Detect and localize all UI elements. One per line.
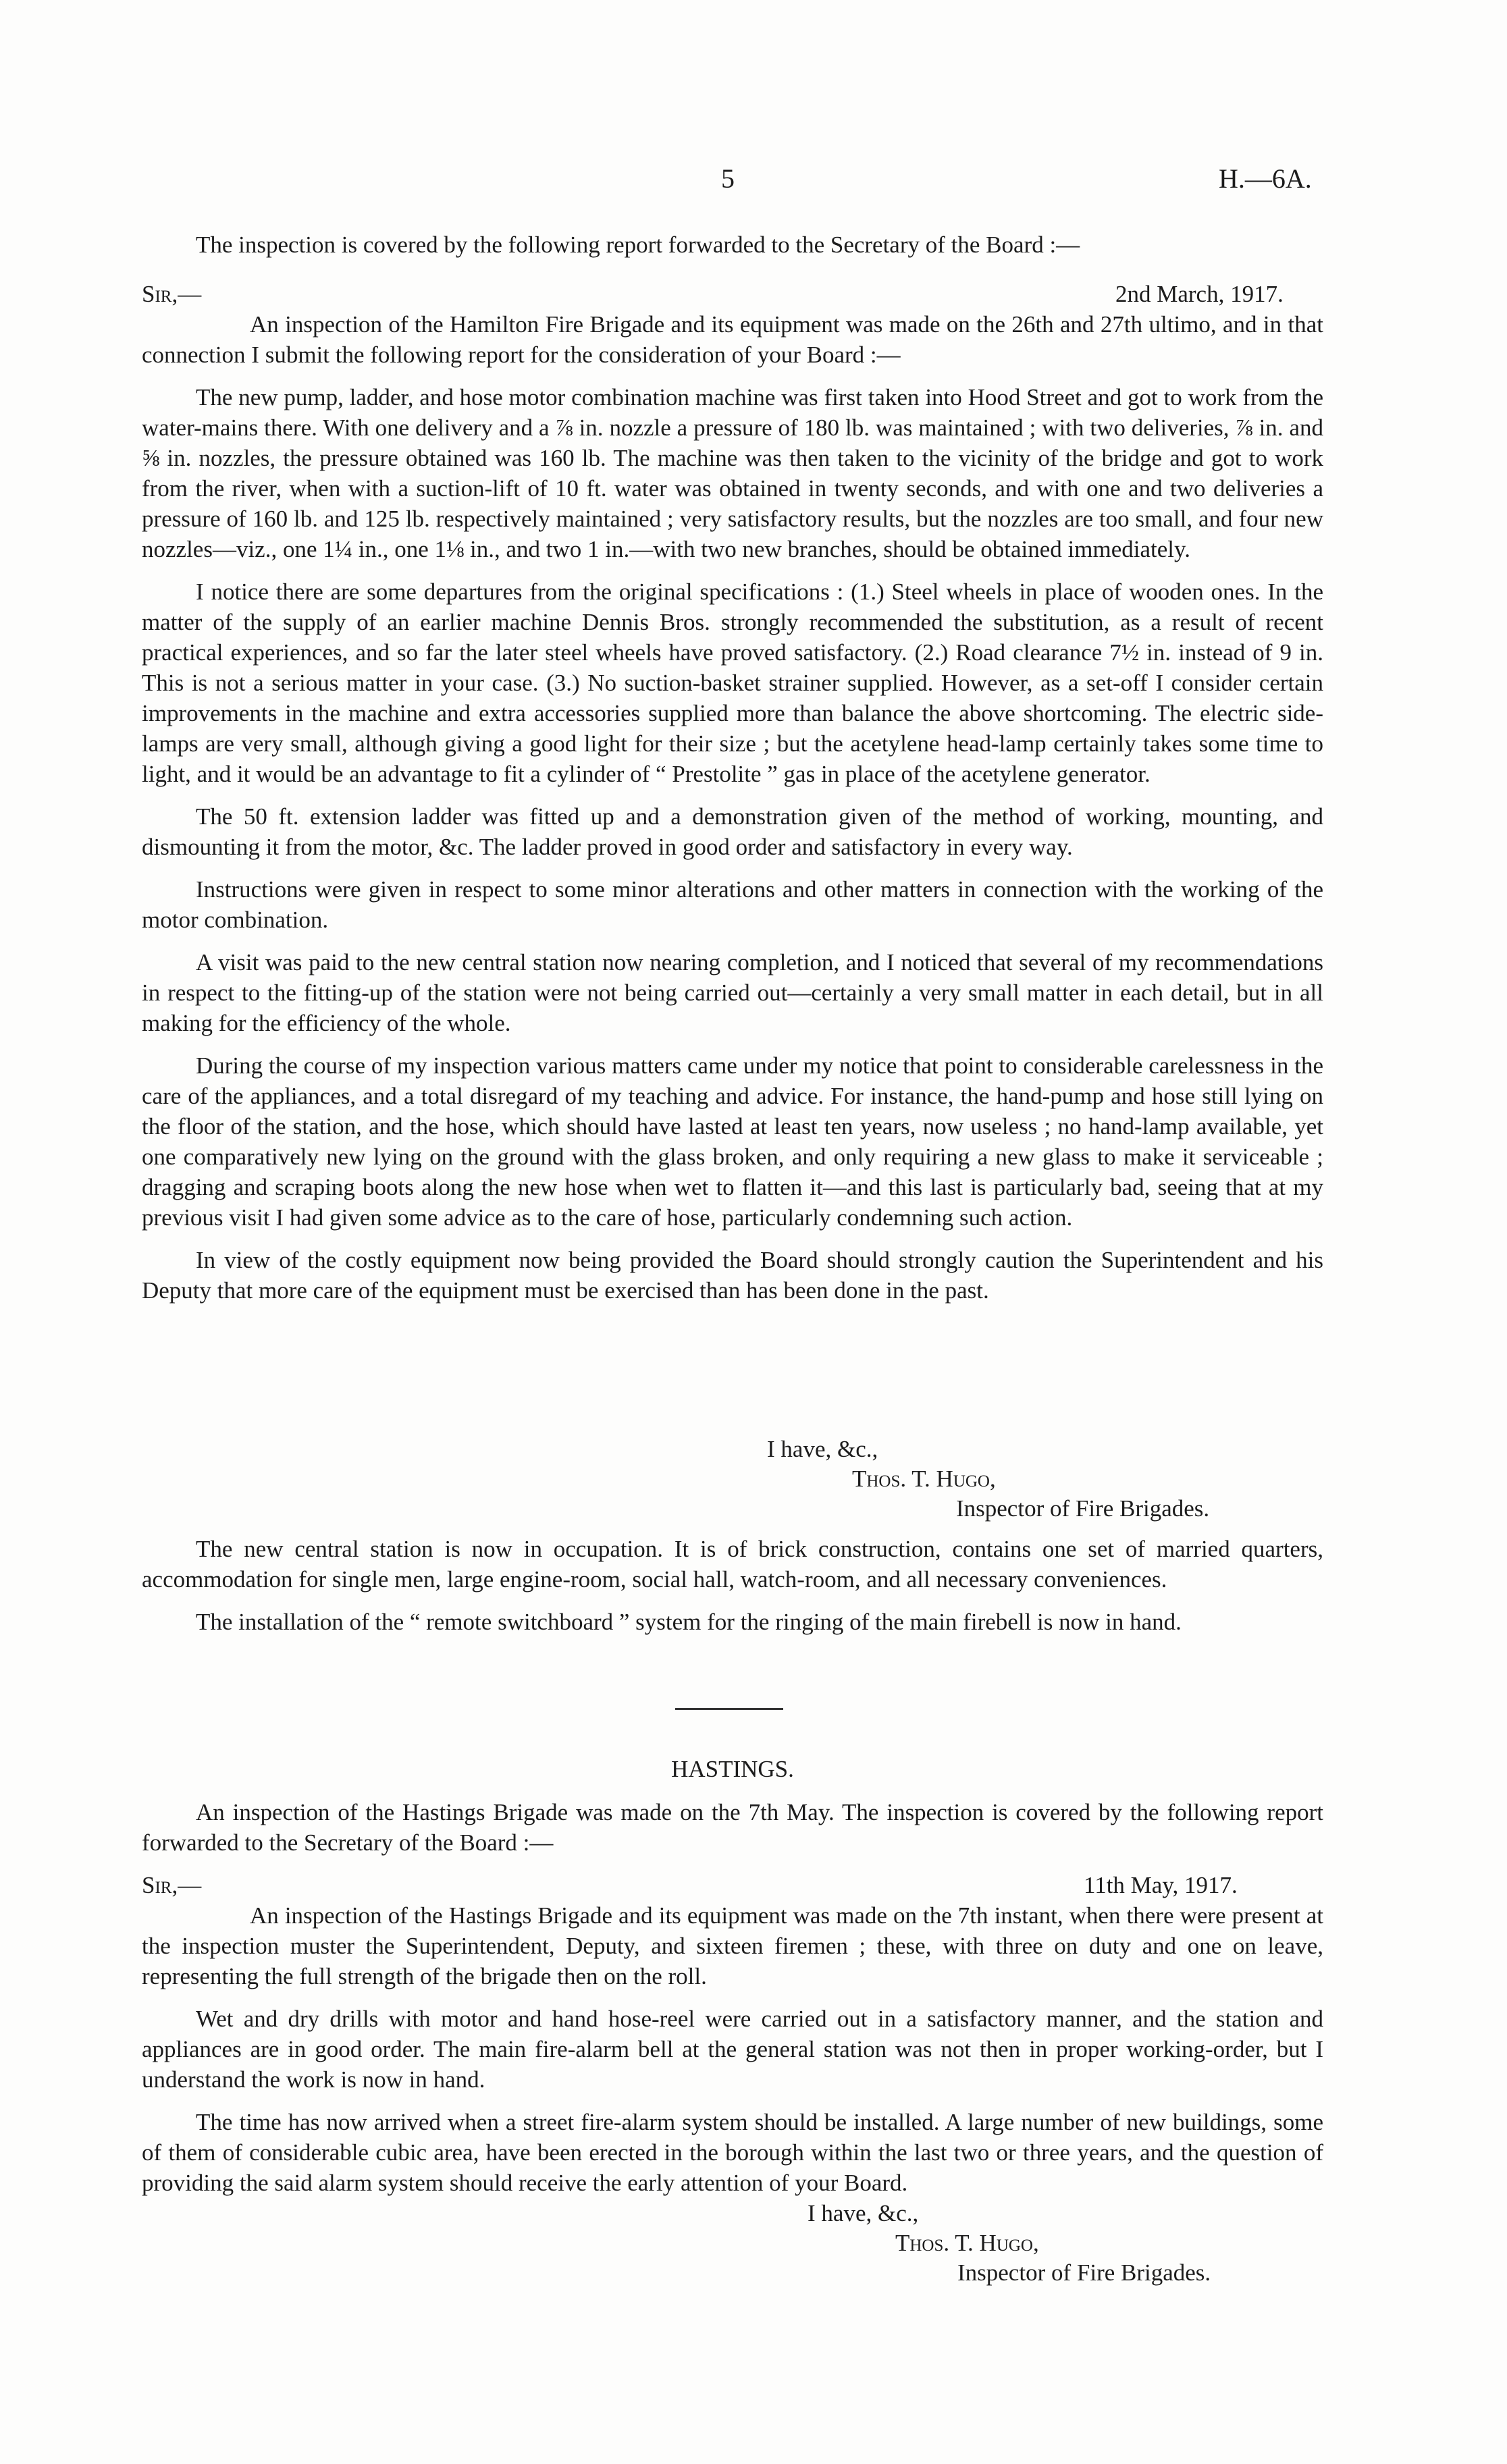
paragraph: The time has now arrived when a street fire-alarm system should be installed. A large number of new buildings, some of them of considerable cubic area, have been erected in the borough within the last two or three years, and the question of providing the said alarm system should receive the early attention of your Board. <box>142 2109 1323 2196</box>
hamilton-report-body <box>142 309 1323 1318</box>
paragraph: A visit was paid to the new central station now nearing completion, and I noticed that several of my recommendations in respect to the fitting-up of the station were not being carried out—certainly a very small matter in each detail, but in all making for the efficiency of the whole. <box>142 949 1323 1036</box>
hastings-heading: HASTINGS. <box>671 1756 794 1782</box>
hastings-intro: An inspection of the Hastings Brigade was made on the 7th May. The inspection is covered by the following report forwarded to the Secretary of the Board :— <box>142 1799 1323 1856</box>
hamilton-signatory: Thos. T. Hugo, <box>852 1466 996 1492</box>
paragraph: During the course of my inspection various matters came under my notice that point to considerable carelessness in the care of the appliances, and a total disregard of my teaching and advice. For instance, the hand-pump and hose still lying on the floor of the station, and the hose, which should have lasted at least ten years, now useless ; no hand-lamp available, yet one comparatively new lying on the ground with the glass broken, and only requiring a new glass to make it serviceable ; dragging and scraping boots along the new hose when wet to flatten it—and this last is particularly bad, seeing that at my previous visit I had given some advice as to the care of hose, particularly condemning such action. <box>142 1052 1323 1231</box>
paragraph: The new pump, ladder, and hose motor combination machine was first taken into Hood Street and got to work from the water-mains there. With one delivery and a ⅞ in. nozzle a pressure of 180 lb. was maintained ; with two deliveries, ⅞ in. and ⅝ in. nozzles, the pressure obtained was 160 lb. The machine was then taken to the vicinity of the bridge and got to work from the river, when with a suction-lift of 10 ft. water was obtained in twenty seconds, and with one and two deliveries a pressure of 160 lb. and 125 lb. respectively maintained ; very satisfactory results, but the nozzles are too small, and four new nozzles—viz., one 1¼ in., one 1⅛ in., and two 1 in.—with two new branches, should be obtained immediately. <box>142 384 1323 562</box>
paragraph: I notice there are some departures from the original specifications : (1.) Steel wheels in place of wooden ones. In the matter of the supply of an earlier machine Dennis Bros. strongly recommended the substitution, as a result of recent practical experiences, and so far the later steel wheels have proved satisfactory. (2.) Road clearance 7½ in. instead of 9 in. This is not a serious matter in your case. (3.) No suction-basket strainer supplied. However, as a set-off I consider certain improvements in the machine and extra accessories supplied more than balance the above shortcoming. The electric side-lamps are very small, although giving a good light for their size ; but the acetylene head-lamp certainly takes some time to light, and it would be an advantage to fit a cylinder of “ Prestolite ” gas in place of the acetylene generator. <box>142 579 1323 787</box>
paragraph: In view of the costly equipment now being provided the Board should strongly caution the Superintendent and his Deputy that more care of the equipment must be exercised than has been done in the past. <box>142 1247 1323 1304</box>
hastings-closing: I have, &c., <box>808 2200 919 2226</box>
hastings-signatory: Thos. T. Hugo, <box>895 2230 1039 2256</box>
paragraph: An inspection of the Hamilton Fire Brigade and its equipment was made on the 26th and 27th ultimo, and in that connection I submit the following report for the consideration of your Board :— <box>142 311 1323 368</box>
hamilton-signatory-title: Inspector of Fire Brigades. <box>956 1495 1210 1522</box>
paragraph: The 50 ft. extension ladder was fitted up and a demonstration given of the method of working, mounting, and dismounting it from the motor, &c. The ladder proved in good order and satisfactory in every way. <box>142 803 1323 860</box>
section-divider <box>675 1708 783 1710</box>
paragraph: Instructions were given in respect to some minor alterations and other matters in connection with the working of the motor combination. <box>142 876 1323 933</box>
document-reference: H.—6A. <box>1219 163 1312 194</box>
hastings-date: 11th May, 1917. <box>1084 1872 1238 1898</box>
hastings-report-body <box>142 1900 1323 2210</box>
paragraph: Wet and dry drills with motor and hand hose-reel were carried out in a satisfactory manner, and the station and appliances are in good order. The main fire-alarm bell at the general station was not then in proper working-order, but I understand the work is now in hand. <box>142 2006 1323 2093</box>
hamilton-date: 2nd March, 1917. <box>1115 281 1284 307</box>
hastings-signatory-title: Inspector of Fire Brigades. <box>957 2259 1211 2286</box>
paragraph: The new central station is now in occupation. It is of brick construction, contains one set of married quarters, accommodation for single men, large engine-room, social hall, watch-room, and all necessary conveniences. <box>142 1536 1323 1592</box>
hastings-salutation: Sir,— <box>142 1872 202 1898</box>
hamilton-intro: The inspection is covered by the following report forwarded to the Secretary of the Board :— <box>196 232 1080 258</box>
paragraph: An inspection of the Hastings Brigade and its equipment was made on the 7th instant, when there were present at the inspection muster the Superintendent, Deputy, and sixteen firemen ; these, with three on duty and one on leave, representing the full strength of the brigade then on the roll. <box>142 1902 1323 1989</box>
hamilton-closing: I have, &c., <box>767 1436 878 1462</box>
hamilton-salutation: Sir,— <box>142 281 202 307</box>
hamilton-followup <box>142 1534 1323 1649</box>
paragraph: The installation of the “ remote switchboard ” system for the ringing of the main firebell is now in hand. <box>196 1609 1182 1635</box>
page-number: 5 <box>721 163 735 194</box>
